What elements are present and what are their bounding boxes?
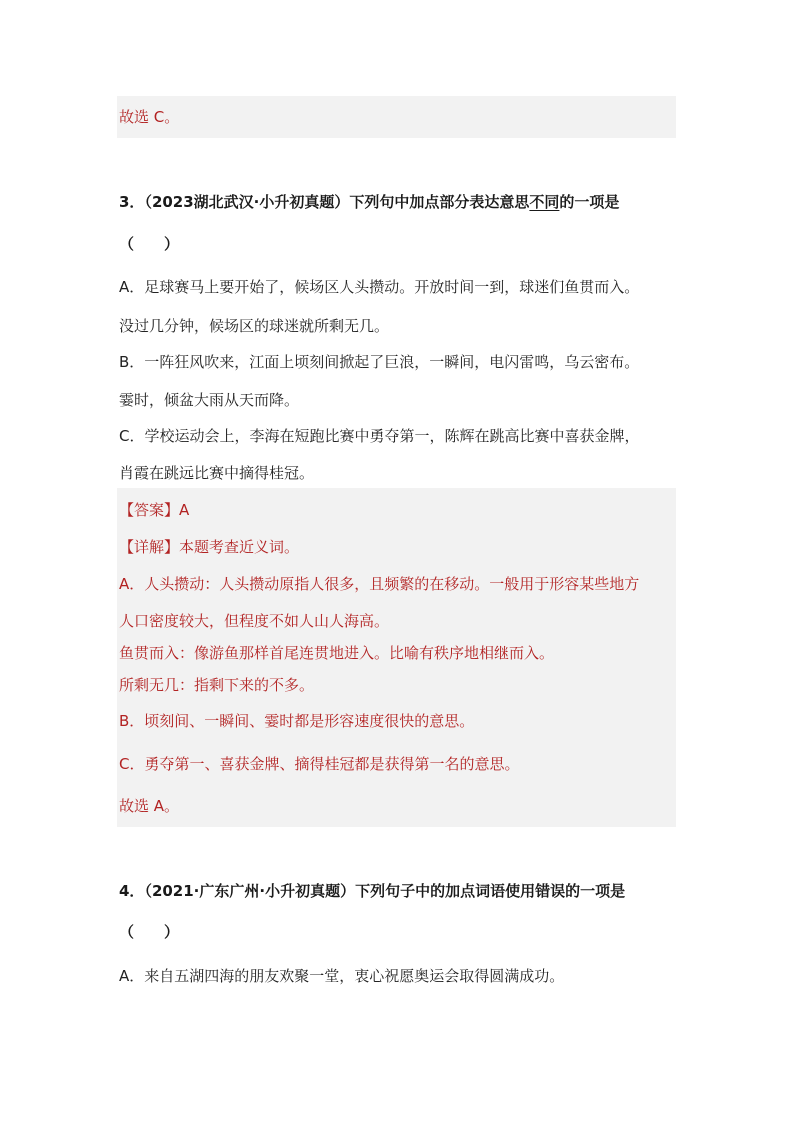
detail-b-line: B．顷刻间、一瞬间、霎时都是形容速度很快的意思。: [119, 712, 475, 730]
question-3-stem-underlined: 不同: [529, 193, 560, 211]
option-a-line-1: A．足球赛马上要开始了，候场区人头攒动。开放时间一到，球迷们鱼贯而入。: [119, 278, 640, 296]
q4-option-a-line-1: A．来自五湖四海的朋友欢聚一堂，衷心祝愿奥运会取得圆满成功。: [119, 967, 565, 985]
detail-a-line-4: 所剩无几：指剩下来的不多。: [119, 676, 315, 694]
question-4-paren: （ ）: [119, 923, 180, 941]
detail-a-line-1: A．人头攒动：人头攒动原指人很多，且频繁的在移动。一般用于形容某些地方: [119, 575, 640, 593]
conclusion-prev: 故选 C。: [119, 108, 180, 126]
detail-a-line-3: 鱼贯而入：像游鱼那样首尾连贯地进入。比喻有秩序地相继而入。: [119, 644, 555, 662]
option-a-line-2: 没过几分钟，候场区的球迷就所剩无几。: [119, 317, 390, 335]
question-3-stem-pre: 下列句中加点部分表达意思: [349, 193, 530, 211]
answer-line: [119, 500, 189, 520]
question-4-source: （2021·广东广州·小升初真题）: [144, 882, 356, 900]
question-4-title: [119, 881, 625, 901]
question-3-stem-post: 的一项是: [559, 193, 620, 211]
option-c-line-2: 肖霞在跳远比赛中摘得桂冠。: [119, 464, 315, 482]
detail-a-line-2: 人口密度较大，但程度不如人山人海高。: [119, 612, 390, 630]
question-4-stem: 下列句子中的加点词语使用错误的一项是: [355, 882, 626, 900]
question-3-source: （2023湖北武汉·小升初真题）: [144, 193, 350, 211]
question-4-number: 4．: [119, 882, 145, 900]
option-b-line-2: 霎时，倾盆大雨从天而降。: [119, 391, 300, 409]
question-3-title: [119, 192, 619, 212]
detail-line: [119, 537, 299, 557]
question-3-paren: （ ）: [119, 235, 180, 253]
option-c-line-1: C．学校运动会上，李海在短跑比赛中勇夺第一，陈辉在跳高比赛中喜获金牌，: [119, 427, 640, 445]
conclusion-q3: 故选 A。: [119, 797, 180, 815]
question-3-number: 3．: [119, 193, 145, 211]
option-b-line-1: B．一阵狂风吹来，江面上顷刻间掀起了巨浪，一瞬间，电闪雷鸣，乌云密布。: [119, 353, 640, 371]
detail-label: 【详解】: [119, 538, 180, 556]
detail-c-line: C．勇夺第一、喜获金牌、摘得桂冠都是获得第一名的意思。: [119, 755, 520, 773]
detail-intro: 本题考查近义词。: [179, 538, 300, 556]
answer-value: A: [179, 501, 190, 519]
answer-label: 【答案】: [119, 501, 180, 519]
answer-block-prev: [117, 96, 676, 138]
